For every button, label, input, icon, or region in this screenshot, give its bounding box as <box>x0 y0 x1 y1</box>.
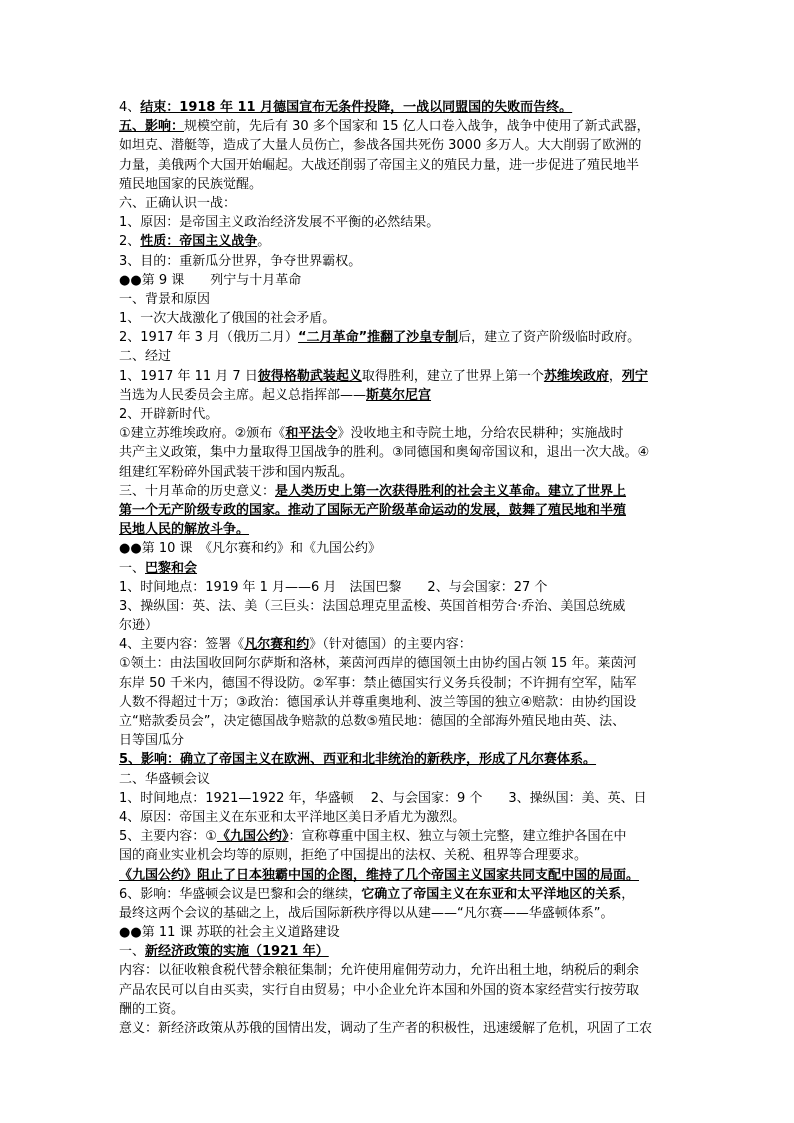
text-line <box>119 443 681 462</box>
text-run: 它确立了帝国主义在东亚和太平洋地区的关系 <box>361 886 622 902</box>
text-run: 人数不得超过十万；③政治：德国承认并尊重奥地利、波兰等国的独立④赔款：由协约国设 <box>119 694 637 710</box>
text-run: 如坦克、潜艇等，造成了大量人员伤亡，参战各国共死伤 3000 多万人。大大削弱了欧洲的 <box>119 138 642 154</box>
text-line <box>119 770 681 789</box>
text-line <box>119 1000 681 1019</box>
text-run: 日等国瓜分 <box>119 733 185 749</box>
text-run: 和平法令 <box>285 426 338 442</box>
text-line <box>119 271 681 290</box>
text-line <box>119 136 681 155</box>
text-line <box>119 405 681 424</box>
text-line <box>119 213 681 232</box>
text-run: 》（针对德国）的主要内容： <box>309 637 472 653</box>
text-line <box>119 559 681 578</box>
text-run: ●● <box>119 272 142 288</box>
text-run: 。 <box>257 234 271 250</box>
text-run: ， <box>608 368 622 384</box>
text-run: 凡尔赛和约 <box>244 637 310 653</box>
text-line <box>119 386 681 405</box>
text-run: 力量，美俄两个大国开始崛起。大战还削弱了帝国主义的殖民力量，进一步促进了殖民地半 <box>119 157 640 173</box>
text-line <box>119 98 681 117</box>
text-run: 斯莫尔尼宫 <box>366 387 432 403</box>
text-run: 苏维埃政府 <box>543 368 609 384</box>
text-run: 新经济政策的实施（1921 年） <box>145 944 329 960</box>
text-run: ， <box>621 886 635 902</box>
text-run: 列宁 <box>621 368 648 384</box>
text-line <box>119 347 681 366</box>
text-run: 1、1917 年 11 月 7 日 <box>119 368 258 384</box>
text-line <box>119 904 681 923</box>
text-run: ：宣称尊重中国主权、独立与领土完整，建立维护各国在中 <box>288 829 627 845</box>
text-line <box>119 616 681 635</box>
text-run: 4、 <box>119 100 141 115</box>
text-run: 结束：1918 年 11 月德国宣布无条件投降，一战以同盟国的失败而告终。 <box>140 100 573 115</box>
text-line <box>119 290 681 309</box>
text-run: 二、经过 <box>119 349 172 365</box>
text-line <box>119 232 681 251</box>
text-run: 《九国公约》阻止了日本独霸中国的企图，维持了几个帝国主义国家共同支配中国的局面。 <box>119 867 640 883</box>
text-line <box>119 1019 681 1038</box>
text-run: 6、影响：华盛顿会议是巴黎和会的继续， <box>119 886 362 902</box>
text-run: 3、操纵国：英、法、美（三巨头：法国总理克里孟梭、英国首相劳合·乔治、美国总统威 <box>119 598 626 614</box>
text-run: 巴黎和会 <box>145 560 198 576</box>
text-run: “二月革命”推翻了沙皇专制 <box>298 330 459 346</box>
text-run: 3、目的：重新瓜分世界，争夺世界霸权。 <box>119 253 362 269</box>
text-run: 彼得格勒武装起义 <box>257 368 362 384</box>
text-line <box>119 693 681 712</box>
text-run: 性质：帝国主义战争 <box>140 234 258 250</box>
text-run: 国的商业实业机会均等的原则，拒绝了中国提出的法权、关税、租界等合理要求。 <box>119 848 588 864</box>
text-line <box>119 367 681 386</box>
text-line <box>119 156 681 175</box>
text-run: 酬的工资。 <box>119 1001 185 1017</box>
text-run: 产品农民可以自由买卖，实行自由贸易；中小企业允许本国和外国的资本家经营实行按劳取 <box>119 982 640 998</box>
text-run: 三、十月革命的历史意义： <box>119 483 276 499</box>
text-line <box>119 520 681 539</box>
text-run: 第 9 课 列宁与十月革命 <box>141 272 302 288</box>
text-run: 后，建立了资产阶级临时政府。 <box>458 330 641 346</box>
text-line <box>119 731 681 750</box>
document-page <box>119 98 681 1038</box>
text-line <box>119 961 681 980</box>
text-line <box>119 117 681 136</box>
text-line <box>119 674 681 693</box>
text-run: ●● <box>119 925 142 941</box>
text-run: 第 11 课 苏联的社会主义道路建设 <box>141 925 340 941</box>
text-run: 六、正确认识一战： <box>119 195 237 211</box>
text-run: 《九国公约》 <box>216 829 289 845</box>
text-run: 立“赔款委员会”，决定德国战争赔款的总数⑤殖民地：德国的全部海外殖民地由英、法、 <box>119 714 626 729</box>
text-run: 4、原因：帝国主义在东亚和太平洋地区美日矛盾尤为激烈。 <box>119 809 466 825</box>
text-line <box>119 885 681 904</box>
text-run: 一、 <box>119 944 146 960</box>
text-line <box>119 578 681 597</box>
text-run: 共产主义政策，集中力量取得卫国战争的胜利。③同德国和奥匈帝国议和，退出一次大战。④ <box>119 445 650 461</box>
text-line <box>119 981 681 1000</box>
text-run: ①领土：由法国收回阿尔萨斯和洛林，莱茵河西岸的德国领土由协约国占领 15 年。莱茵河 <box>119 656 637 672</box>
text-line <box>119 597 681 616</box>
text-line <box>119 309 681 328</box>
text-run: 民地人民的解放斗争。 <box>119 522 250 538</box>
text-line <box>119 463 681 482</box>
text-run: 意义：新经济政策从苏俄的国情出发，调动了生产者的积极性，迅速缓解了危机，巩固了工农 <box>119 1021 653 1036</box>
text-run: 规模空前，先后有 30 多个国家和 15 亿人口卷入战争，战争中使用了新式武器， <box>184 119 650 135</box>
text-run: 二、华盛顿会议 <box>119 771 211 787</box>
text-run: 第 10 课 《凡尔赛和约》和《九国公约》 <box>141 541 381 557</box>
text-run: ①建立苏维埃政府。②颁布《 <box>119 426 286 442</box>
text-run: 内容：以征收粮食税代替余粮征集制；允许使用雇佣劳动力，允许出租土地，纳税后的剩余 <box>119 963 640 979</box>
text-run: 5、影响：确立了帝国主义在欧洲、西亚和北非统治的新秩序，形成了凡尔赛体系。 <box>119 752 597 768</box>
text-line <box>119 424 681 443</box>
text-run: 组建红军粉碎外国武装干涉和国内叛乱。 <box>119 464 354 480</box>
text-run: 一、背景和原因 <box>119 291 211 307</box>
text-run: 五、影响： <box>119 119 185 135</box>
text-line <box>119 194 681 213</box>
text-run: 当选为人民委员会主席。起义总指挥部—— <box>119 387 367 403</box>
text-run: 东岸 50 千米内，德国不得设防。②军事：禁止德国实行义务兵役制；不许拥有空军，陆军 <box>119 675 637 691</box>
text-line <box>119 712 681 731</box>
text-line <box>119 846 681 865</box>
text-run: 是人类历史上第一次获得胜利的社会主义革命。建立了世界上 <box>275 483 627 499</box>
text-run: 2、1917 年 3 月（俄历二月） <box>119 330 299 346</box>
text-line <box>119 750 681 769</box>
text-run: 1、一次大战激化了俄国的社会矛盾。 <box>119 311 336 327</box>
text-line <box>119 942 681 961</box>
text-line <box>119 654 681 673</box>
text-line <box>119 635 681 654</box>
text-run: 1、原因：是帝国主义政治经济发展不平衡的必然结果。 <box>119 215 440 231</box>
text-line <box>119 175 681 194</box>
text-run: 》没收地主和寺院土地，分给农民耕种；实施战时 <box>337 426 624 442</box>
text-run: 2、 <box>119 234 141 250</box>
text-run: 1、时间地点：1921—1922 年，华盛顿 2、与会国家：9 个 3、操纵国：美、英、日 <box>119 790 647 806</box>
text-run: 一、 <box>119 560 146 576</box>
text-line <box>119 789 681 808</box>
text-line <box>119 328 681 347</box>
text-line <box>119 252 681 271</box>
text-run: 2、开辟新时代。 <box>119 407 219 422</box>
text-run: 5、主要内容：① <box>119 829 217 845</box>
text-run: 殖民地国家的民族觉醒。 <box>119 176 263 192</box>
text-run: 取得胜利，建立了世界上第一个 <box>361 368 544 384</box>
text-run: 1、时间地点：1919 年 1 月——6 月 法国巴黎 2、与会国家：27 个 <box>119 579 548 595</box>
text-run: 第一个无产阶级专政的国家。推动了国际无产阶级革命运动的发展，鼓舞了殖民地和半殖 <box>119 502 627 518</box>
text-line <box>119 501 681 520</box>
text-line <box>119 482 681 501</box>
text-run: 4、主要内容：签署《 <box>119 637 245 653</box>
text-run: ●● <box>119 541 142 557</box>
text-run: 尔逊） <box>119 618 159 634</box>
text-line <box>119 866 681 885</box>
text-run: 最终这两个会议的基础之上，战后国际新秩序得以从建——“凡尔赛——华盛顿体系”。 <box>119 905 614 921</box>
text-line <box>119 539 681 558</box>
text-line <box>119 827 681 846</box>
text-line <box>119 808 681 827</box>
text-line <box>119 923 681 942</box>
